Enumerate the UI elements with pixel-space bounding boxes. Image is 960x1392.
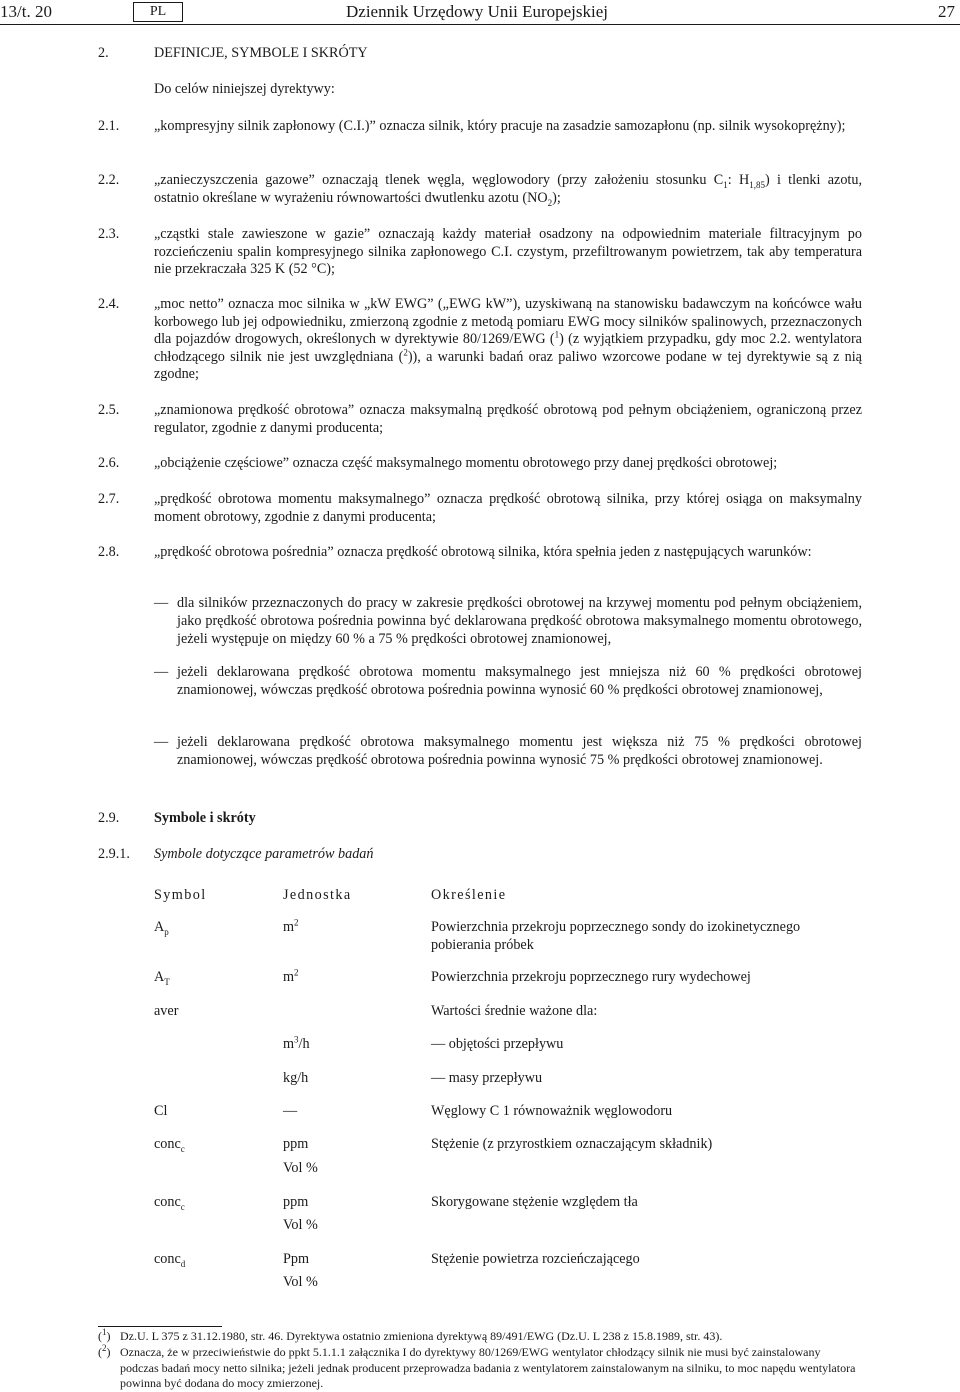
language-badge: PL	[133, 2, 183, 22]
definition-text: „cząstki stale zawieszone w gazie” oznaczają każdy materiał osadzony na odpowiednim materiale filtracyjnym po rozcieńczeniu spalin kompresyjnego silnika zapłonowego C.I. czystym, przefiltrowanym powietrzem, tak aby temperatura nie przekraczała 325 K (52 °C);	[154, 226, 862, 278]
section-number: 2.9.	[98, 810, 120, 826]
footnote-text: Dz.U. L 375 z 31.12.1980, str. 46. Dyrektywa ostatnio zmieniona dyrektywą 89/491/EWG (Dz.U. L 238 z 15.8.1989, str. 43).	[120, 1329, 723, 1343]
table-row-symbol: conc$_c$	[154, 1194, 185, 1212]
definition-text: „kompresyjny silnik zapłonowy (C.I.)” oznacza silnik, który pracuje na zasadzie samozapłonu (np. silnik wysokoprężny);	[154, 118, 846, 134]
table-row-symbol: Cl	[154, 1103, 168, 1119]
definition-number: 2.7.	[98, 491, 120, 507]
definition-number: 2.6.	[98, 455, 120, 471]
footnote-ref[interactable]: 2	[403, 347, 408, 358]
definition-text: „prędkość obrotowa pośrednia” oznacza prędkość obrotową silnika, która spełnia jeden z następujących warunków:	[154, 544, 812, 560]
section-title: DEFINICJE, SYMBOLE I SKRÓTY	[154, 45, 368, 61]
footnote-rule	[98, 1326, 222, 1327]
footnote-ref[interactable]: 1	[554, 329, 560, 340]
table-row-definition: Powierzchnia przekroju poprzecznego sondy do izokinetycznego pobierania próbek	[431, 919, 801, 953]
page-ref: 13/t. 20	[0, 2, 52, 21]
symbols-title: Symbole i skróty	[154, 810, 256, 826]
definition-text: „obciążenie częściowe” oznacza część maksymalnego momentu obrotowego przy danej prędkości obrotowej;	[154, 455, 778, 471]
dash-marker: —	[154, 734, 169, 750]
definition-text: „znamionowa prędkość obrotowa” oznacza maksymalną prędkość obrotową pod pełnym obciążeniem, ograniczoną przez regulator, zgodnie z danymi producenta;	[154, 402, 862, 436]
table-row-unit: —	[283, 1103, 298, 1119]
definition-text: „moc netto” oznacza moc silnika w „kW EWG” („EWG kW”), uzyskiwaną na stanowisku badawczym na końcówce wału korbowego lub jej odpowiedniku, zmierzoną zgodnie z metodą pomiaru EWG mocy silników spalinowych, przeznaczonych dla pojazdów drogowych, określonych w dyrektywie 80/1269/EWG ($^1$) (z wyjątkiem przypadku, gdy moc 2.2. wentylatora chłodzącego silnik nie jest uwzględniana ($^2$)), a warunki badań oraz paliwo wzorcowe podane w tej dyrektywie są z nią zgodne;	[154, 296, 862, 383]
definition-number: 2.4.	[98, 296, 120, 312]
table-row-unit: Vol %	[283, 1274, 318, 1290]
table-row-unit: $m^2$	[283, 917, 299, 935]
table-row-unit: $m^3/h$	[283, 1034, 310, 1052]
table-row-unit: Vol %	[283, 1217, 318, 1233]
condition-text: dla silników przeznaczonych do pracy w zakresie prędkości obrotowej na krzywej momentu pod pełnym obciążeniem, jako prędkość obrotowa pośrednia powinna być deklarowana prędkość obrotowa maksymalnego momentu obrotowego, jeżeli występuje on między 60 % a 75 % prędkości obrotowej znamionowej,	[177, 595, 862, 647]
table-row-symbol: $A_p$	[154, 919, 169, 937]
definition-text: „prędkość obrotowa momentu maksymalnego” oznacza prędkość obrotową silnika, przy której osiąga on maksymalny moment obrotowy, zgodnie z danymi producenta;	[154, 491, 862, 525]
condition-text: jeżeli deklarowana prędkość obrotowa maksymalnego momentu jest większa niż 75 % prędkości obrotowej znamionowej, wówczas prędkość obrotowa pośrednia powinna wynosić 75 % prędkości obrotowej znamionowej.	[177, 734, 862, 768]
dash-marker: —	[154, 664, 169, 680]
table-row-unit: ppm	[283, 1194, 309, 1210]
table-row-unit: Ppm	[283, 1251, 310, 1267]
definition-number: 2.5.	[98, 402, 120, 418]
definition-number: 2.8.	[98, 544, 120, 560]
condition-text: jeżeli deklarowana prędkość obrotowa momentu maksymalnego jest mniejsza niż 60 % prędkości obrotowej znamionowej, wówczas prędkość obrotowa pośrednia powinna wynosić 60 % prędkości obrotowej znamionowej,	[177, 664, 862, 698]
table-row-symbol: conc$_c$	[154, 1136, 185, 1154]
table-row-symbol: $A_T$	[154, 969, 170, 987]
table-row-unit: $m^2$	[283, 967, 299, 985]
page-number: 27	[938, 2, 955, 21]
definition-number: 2.1.	[98, 118, 120, 134]
definition-number: 2.3.	[98, 226, 120, 242]
table-row-definition: Powierzchnia przekroju poprzecznego rury wydechowej	[431, 969, 751, 985]
table-row-unit: Vol %	[283, 1160, 318, 1176]
journal-title: Dziennik Urzędowy Unii Europejskiej	[346, 2, 609, 21]
table-header-unit: Jednostka	[283, 887, 352, 903]
table-row-definition: Stężenie (z przyrostkiem oznaczającym składnik)	[431, 1136, 713, 1152]
definition-number: 2.2.	[98, 172, 120, 188]
table-row-definition: — objętości przepływu	[431, 1036, 564, 1052]
table-row-symbol: conc$_d$	[154, 1251, 186, 1269]
section-intro: Do celów niniejszej dyrektywy:	[154, 81, 335, 97]
table-row-definition: Węglowy C 1 równoważnik węglowodoru	[431, 1103, 673, 1119]
table-row-unit: ppm	[283, 1136, 309, 1152]
table-row-definition: — masy przepływu	[431, 1070, 543, 1086]
table-header-definition: Określenie	[431, 887, 507, 903]
table-row-symbol: aver	[154, 1003, 179, 1019]
definition-text: „zanieczyszczenia gazowe” oznaczają tlenek węgla, węglowodory (przy założeniu stosunku $C_1$: $H_{1,85}$) i tlenki azotu, ostatnio określane w wyrażeniu równowartości dwutlenku azotu $(NO_2)$;	[154, 172, 863, 208]
table-row-unit: kg/h	[283, 1070, 309, 1086]
subsection-number: 2.9.1.	[98, 846, 130, 862]
subsection-title: Symbole dotyczące parametrów badań	[154, 846, 374, 862]
footnote-mark: ($^1$)	[98, 1327, 111, 1343]
section-number: 2.	[98, 45, 109, 61]
table-row-definition: Stężenie powietrza rozcieńczającego	[431, 1251, 640, 1267]
dash-marker: —	[154, 595, 169, 611]
table-header-symbol: Symbol	[154, 887, 207, 903]
footnote-text: Oznacza, że w przeciwieństwie do ppkt 5.1.1.1 załącznika I do dyrektywy 80/1269/EWG wentylator chłodzący silnik nie musi być zainstalowany podczas badań mocy netto silnika; jeżeli jednak producent przeprowadza badania z wentylatorem zainstalowanym na silniku, to moc napędu wentylatora powinna być dodana do mocy zmierzonej.	[120, 1345, 856, 1390]
table-row-definition: Wartości średnie ważone dla:	[431, 1003, 598, 1019]
footnote-mark: ($^2$)	[98, 1343, 111, 1359]
table-row-definition: Skorygowane stężenie względem tła	[431, 1194, 638, 1210]
header-rule	[0, 24, 960, 25]
